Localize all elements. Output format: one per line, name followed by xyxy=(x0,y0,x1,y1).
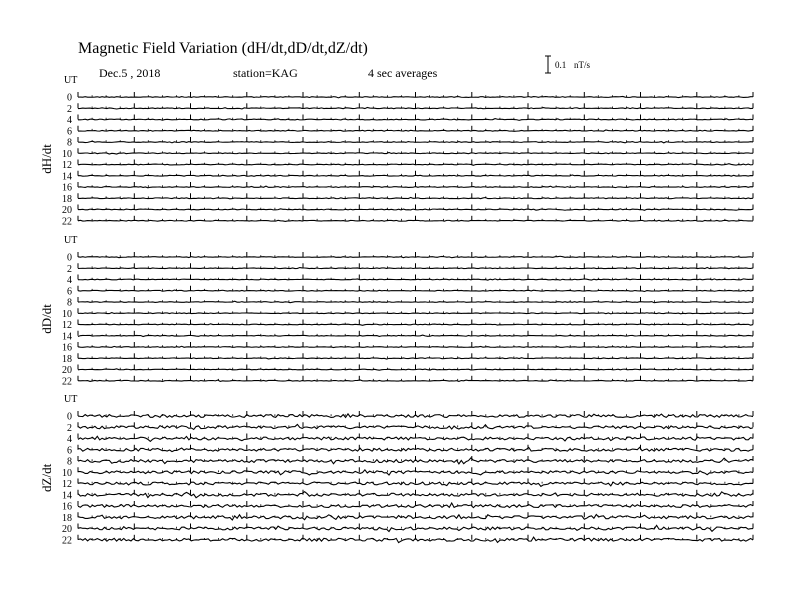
chart-averaging: 4 sec averages xyxy=(368,66,438,80)
hour-tick-label: 14 xyxy=(62,331,72,343)
hour-tick-label: 20 xyxy=(62,205,72,216)
hour-tick-label: 4 xyxy=(67,275,72,286)
hour-tick-label: 4 xyxy=(67,115,72,126)
hour-tick-label: 18 xyxy=(62,512,72,524)
chart-title: Magnetic Field Variation (dH/dt,dD/dt,dZ/dt) xyxy=(78,40,368,57)
hour-tick-label: 12 xyxy=(62,479,72,490)
hour-tick-label: 2 xyxy=(67,103,72,115)
panel-ylabel: dD/dt xyxy=(39,304,54,334)
panel-1 xyxy=(39,75,753,227)
hour-tick-label: 2 xyxy=(67,422,72,434)
ut-label: UT xyxy=(64,75,78,86)
chart-station: station=KAG xyxy=(233,66,298,80)
panel-ylabel: dZ/dt xyxy=(39,463,54,492)
hour-tick-label: 16 xyxy=(62,342,72,354)
hour-tick-label: 6 xyxy=(67,126,72,138)
hour-tick-label: 18 xyxy=(62,193,72,205)
hour-tick-label: 6 xyxy=(67,445,72,457)
hour-tick-label: 8 xyxy=(67,297,72,309)
hour-tick-label: 10 xyxy=(62,148,72,160)
hour-tick-label: 16 xyxy=(62,182,72,194)
chart-date: Dec.5 , 2018 xyxy=(99,66,161,80)
hour-tick-label: 8 xyxy=(67,137,72,149)
panels-group xyxy=(39,75,753,546)
panel-ylabel: dH/dt xyxy=(39,144,54,174)
hour-tick-label: 12 xyxy=(62,320,72,331)
hour-tick-label: 20 xyxy=(62,524,72,535)
hour-tick-label: 6 xyxy=(67,286,72,298)
hour-tick-label: 4 xyxy=(67,434,72,445)
hour-tick-label: 0 xyxy=(67,411,72,423)
hour-tick-label: 14 xyxy=(62,490,72,502)
hour-tick-label: 0 xyxy=(67,92,72,104)
panel-3 xyxy=(39,394,753,546)
hour-tick-label: 14 xyxy=(62,171,72,183)
scale-unit: nT/s xyxy=(574,60,591,70)
scale-value: 0.1 xyxy=(555,60,567,70)
scale-bar xyxy=(545,56,590,73)
hour-tick-label: 0 xyxy=(67,252,72,264)
hour-tick-label: 10 xyxy=(62,308,72,320)
hour-tick-label: 20 xyxy=(62,365,72,376)
hour-tick-label: 8 xyxy=(67,456,72,468)
panel-2 xyxy=(39,235,753,387)
hour-tick-label: 18 xyxy=(62,353,72,365)
hour-tick-label: 10 xyxy=(62,467,72,479)
hour-tick-label: 22 xyxy=(62,376,72,388)
hour-tick-label: 2 xyxy=(67,263,72,275)
hour-tick-label: 16 xyxy=(62,501,72,513)
hour-tick-label: 22 xyxy=(62,216,72,228)
hour-tick-label: 12 xyxy=(62,160,72,171)
ut-label: UT xyxy=(64,394,78,405)
hour-tick-label: 22 xyxy=(62,535,72,547)
ut-label: UT xyxy=(64,235,78,246)
